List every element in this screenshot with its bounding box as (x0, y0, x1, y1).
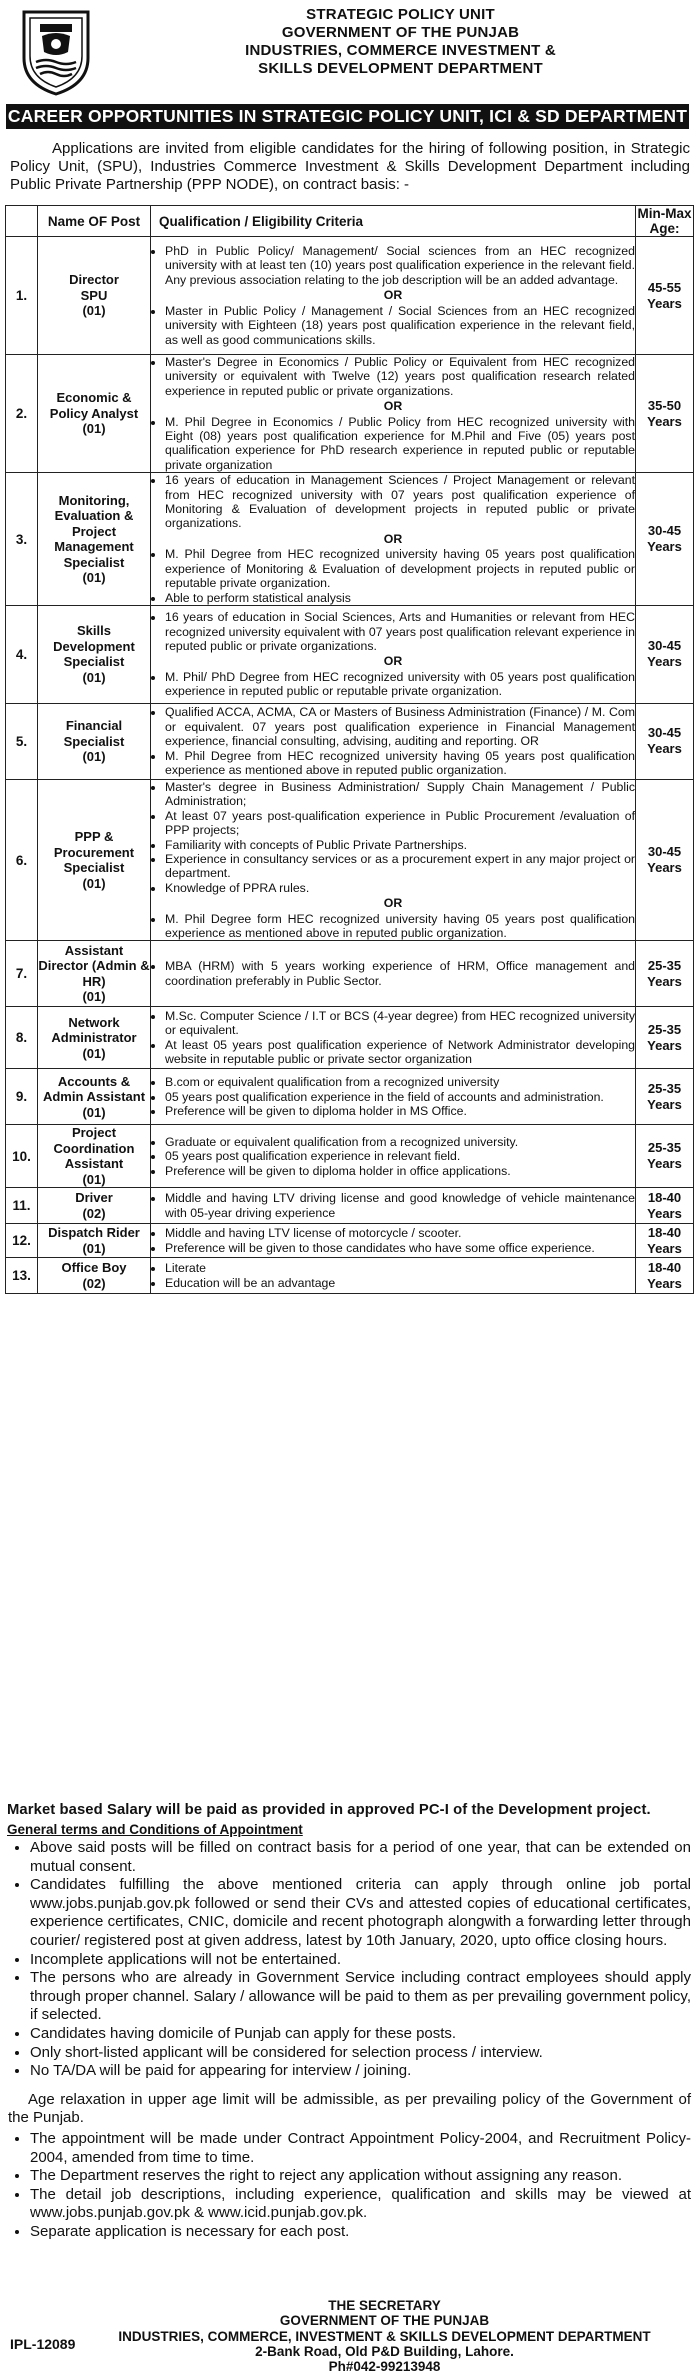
table-row (6, 1069, 694, 1125)
age-unit: Years (647, 1096, 682, 1112)
post-number: 5. (6, 703, 38, 779)
criteria-list (151, 1226, 635, 1255)
post-name: Accounts & (57, 1073, 131, 1089)
post-name-line2: SPU (80, 287, 108, 303)
criteria-item: • B.com or equivalent qualification from a recognized university (165, 1075, 635, 1089)
criteria-item: • 16 years of education in Social Sciences, Arts and Humanities or relevant from HEC recognized university equivalent with 07 years post qualification relevant experience in reputed public or private organizations. (165, 610, 635, 653)
post-name: Skills (77, 623, 111, 639)
age-range: 30-45 (647, 638, 682, 654)
table-row (6, 703, 694, 779)
term-item: • Above said posts will be filled on contract basis for a period of one year, that can be extended on mutual consent. (30, 1839, 691, 1876)
post-name-cell (38, 941, 151, 1007)
post-name-cell (38, 703, 151, 779)
post-name: Economic & (56, 390, 132, 406)
post-name-cell (38, 605, 151, 703)
post-name-cell (38, 1188, 151, 1224)
salary-note: Market based Salary will be paid as provided in approved PC-I of the Development project. (7, 1802, 651, 1818)
footer-line: GOVERNMENT OF THE PUNJAB (279, 2313, 490, 2329)
post-count: (01) (82, 669, 106, 685)
post-name-line2: Policy Analyst (49, 405, 139, 421)
age-cell (636, 605, 694, 703)
criteria-list (151, 670, 635, 699)
intro-text: Applications are invited from eligible candidates for the hiring of following position, in Strategic Policy Unit, (SPU), Industries Commerce Investment & Skills Development Department including Public Private Partnership (PPP NODE), on contract basis: - (10, 140, 690, 193)
post-name-cell (38, 1258, 151, 1294)
or-separator: OR (383, 896, 403, 911)
criteria-list (151, 473, 635, 531)
post-name-line2: Development Specialist (53, 638, 135, 670)
age-cell (636, 1258, 694, 1294)
table-row (6, 473, 694, 606)
intro-paragraph (10, 140, 690, 194)
criteria-list (151, 959, 635, 988)
criteria-item: • Preference will be given to diploma holder in office applications. (165, 1164, 635, 1178)
criteria-item: • Master in Public Policy / Management / Social Sciences from an HEC recognized university with Eighteen (18) years post qualification experience in the relevant field, as well as good communications skills. (165, 304, 635, 347)
age-cell (636, 941, 694, 1007)
criteria-item: • M. Phil Degree form HEC recognized university having 05 years post qualification experience as mentioned above in reputed public organization. (165, 912, 635, 941)
table-header-row (6, 206, 694, 237)
post-name: PPP & (74, 829, 114, 845)
post-name-line2: Administrator (51, 1030, 137, 1046)
criteria-list (151, 780, 635, 895)
criteria-item: • PhD in Public Policy/ Management/ Social sciences from an HEC recognized university with at least ten (10) years post qualification experience in the relevant field. Any previous association relating to the job description will be an added advantage. (165, 244, 635, 287)
or-separator: OR (383, 288, 403, 303)
criteria-cell (151, 237, 636, 355)
table-row (6, 1258, 694, 1294)
post-name-cell (38, 355, 151, 473)
footer-line: 2-Bank Road, Old P&D Building, Lahore. (255, 2343, 514, 2359)
post-name: Director (69, 272, 119, 288)
criteria-item: • Education will be an advantage (165, 1276, 635, 1290)
term-item: • The detail job descriptions, including experience, qualification and skills may be viewed at www.jobs.punjab.gov.pk & www.icid.punjab.gov.pk. (30, 2186, 691, 2223)
criteria-list (151, 1009, 635, 1067)
post-name: Office Boy (61, 1260, 127, 1276)
age-unit: Years (647, 1240, 682, 1256)
criteria-list (151, 1075, 635, 1118)
age-unit: Years (647, 860, 682, 876)
post-number: 11. (6, 1188, 38, 1224)
post-count: (01) (82, 989, 106, 1005)
criteria-item: • Preference will be given to those candidates who have some office experience. (165, 1241, 635, 1255)
age-range: 18-40 (647, 1259, 682, 1275)
criteria-list (151, 415, 635, 473)
post-name-cell (38, 779, 151, 940)
age-cell (636, 355, 694, 473)
or-separator: OR (383, 399, 403, 414)
age-range: 25-35 (647, 957, 682, 973)
criteria-cell (151, 779, 636, 940)
age-unit: Years (647, 1037, 682, 1053)
age-cell (636, 1069, 694, 1125)
criteria-cell (151, 355, 636, 473)
post-name-line2: Specialist (63, 733, 125, 749)
terms-title: General terms and Conditions of Appointment (7, 1822, 303, 1837)
criteria-item: • Knowledge of PPRA rules. (165, 881, 635, 895)
post-name-line2: Procurement Specialist (53, 844, 135, 876)
term-item: • Separate application is necessary for each post. (30, 2223, 691, 2242)
criteria-list (151, 1261, 635, 1290)
age-cell (636, 1188, 694, 1224)
age-cell (636, 703, 694, 779)
post-count: (01) (82, 1171, 106, 1187)
post-name-cell (38, 1069, 151, 1125)
criteria-item: • 16 years of education in Management Sciences / Project Management or relevant from HEC recognized university with 07 years post qualification experience of Monitoring & Evaluation of development projects in reputed public or private organizations. (165, 473, 635, 531)
post-number: 2. (6, 355, 38, 473)
post-name-cell (38, 1224, 151, 1258)
post-name-cell (38, 473, 151, 606)
criteria-item: • 05 years post qualification experience in relevant field. (165, 1149, 635, 1163)
criteria-cell (151, 605, 636, 703)
post-name-line2: Admin Assistant (42, 1089, 146, 1105)
table-row (6, 941, 694, 1007)
criteria-item: • M. Phil Degree from HEC recognized university having 05 years post qualification experience as mentioned above in reputed public organization. (165, 749, 635, 778)
posts-table (5, 205, 694, 1294)
criteria-item: • Graduate or equivalent qualification from a recognized university. (165, 1135, 635, 1149)
age-range: 35-50 (647, 397, 682, 413)
criteria-item: • Literate (165, 1261, 635, 1275)
criteria-list (151, 912, 635, 941)
age-unit: Years (647, 973, 682, 989)
criteria-cell (151, 1258, 636, 1294)
post-number: 10. (6, 1125, 38, 1188)
criteria-cell (151, 1125, 636, 1188)
criteria-item: • Master's degree in Business Administration/ Supply Chain Management / Public Administration; (165, 780, 635, 809)
table-row (6, 605, 694, 703)
terms-list (8, 2130, 691, 2242)
age-unit: Years (647, 413, 682, 429)
criteria-cell (151, 703, 636, 779)
criteria-item: • 05 years post qualification experience in the field of accounts and administration. (165, 1090, 635, 1104)
banner-title: CAREER OPPORTUNITIES IN STRATEGIC POLICY UNIT, ICI & SD DEPARTMENT (6, 104, 689, 129)
criteria-list (151, 355, 635, 398)
post-name: Driver (75, 1190, 113, 1206)
age-range: 30-45 (647, 523, 682, 539)
age-unit: Years (647, 1275, 682, 1291)
col-name-header: Name OF Post (38, 206, 151, 237)
col-sno-header (6, 206, 38, 237)
footer-line: THE SECRETARY (328, 2298, 441, 2313)
criteria-list (151, 547, 635, 590)
age-cell (636, 473, 694, 606)
post-name: Monitoring, Evaluation & (54, 492, 134, 524)
age-range: 25-35 (647, 1021, 682, 1037)
criteria-cell (151, 473, 636, 606)
post-name-line2: Project Management Specialist (54, 523, 134, 570)
criteria-list (151, 244, 635, 287)
criteria-list (151, 1191, 635, 1220)
post-name: Financial (65, 718, 123, 734)
criteria-item: • Middle and having LTV driving license and good knowledge of vehicle maintenance with 05-year driving experience (165, 1191, 635, 1220)
or-separator: OR (383, 654, 403, 669)
age-cell (636, 1224, 694, 1258)
criteria-item: • M.Sc. Computer Science / I.T or BCS (4-year degree) from HEC recognized university or equivalent. (165, 1009, 635, 1038)
age-relaxation-note: Age relaxation in upper age limit will be admissible, as per prevailing policy of the Government of the Punjab. (8, 2090, 691, 2127)
footer-block (110, 2298, 659, 2374)
ipl-number: IPL-12089 (10, 2336, 76, 2352)
criteria-cell (151, 1188, 636, 1224)
criteria-item: • Qualified ACCA, ACMA, CA or Masters of Business Administration (Finance) / M. Com or equivalent. 07 years post qualification experience in Financial Management experience, financial consulting, advising, auditing and reporting. OR (165, 705, 635, 748)
criteria-item: • M. Phil Degree from HEC recognized university having 05 years post qualification experience of Monitoring & Evaluation of development projects in reputed public or reputable private organization. (165, 547, 635, 590)
term-item: • The persons who are already in Government Service including contract employees should apply through proper channel. Salary / allowance will be paid to them as per prevailing government policy, if selected. (30, 1969, 691, 2025)
col-age-header: Min-Max Age: (637, 206, 692, 236)
criteria-item: • Preference will be given to diploma holder in MS Office. (165, 1104, 635, 1118)
criteria-list (151, 591, 635, 605)
criteria-cell (151, 941, 636, 1007)
post-count: (02) (82, 1205, 106, 1221)
term-item: • Only short-listed applicant will be considered for selection process / interview. (30, 2044, 691, 2063)
post-number: 6. (6, 779, 38, 940)
age-cell (636, 237, 694, 355)
post-count: (01) (82, 421, 106, 437)
age-cell (636, 779, 694, 940)
criteria-item: • Familiarity with concepts of Public Private Partnerships. (165, 838, 635, 852)
criteria-list (151, 610, 635, 653)
header-line: INDUSTRIES, COMMERCE INVESTMENT & (245, 42, 556, 59)
age-cell (636, 1125, 694, 1188)
table-row (6, 1188, 694, 1224)
age-cell (636, 1007, 694, 1069)
criteria-item: • At least 07 years post-qualification experience in Public Procurement /evaluation of PPP projects; (165, 809, 635, 838)
post-count: (01) (82, 570, 106, 586)
post-count: (01) (82, 1104, 106, 1120)
age-range: 30-45 (647, 725, 682, 741)
post-number: 13. (6, 1258, 38, 1294)
term-item: • The Department reserves the right to reject any application without assigning any reason. (30, 2167, 691, 2186)
post-name-line2: Coordination Assistant (53, 1140, 135, 1172)
post-count: (01) (82, 875, 106, 891)
age-unit: Years (647, 539, 682, 555)
table-row (6, 1125, 694, 1188)
criteria-cell (151, 1007, 636, 1069)
term-item: • Incomplete applications will not be entertained. (30, 1951, 691, 1970)
header-line: STRATEGIC POLICY UNIT (306, 6, 495, 23)
header-block (110, 6, 691, 78)
post-name-cell (38, 1007, 151, 1069)
age-unit: Years (647, 741, 682, 757)
age-unit: Years (647, 1205, 682, 1221)
criteria-item: • M. Phil/ PhD Degree from HEC recognized university with 05 years post qualification experience in reputed public or reputable private organization. (165, 670, 635, 699)
post-name: Assistant (64, 942, 124, 958)
post-number: 8. (6, 1007, 38, 1069)
post-name-cell (38, 237, 151, 355)
criteria-item: • Master's Degree in Economics / Public Policy or Equivalent from HEC recognized university or equivalent with Twelve (12) years post qualification research related experience in reputed public or private organizations. (165, 355, 635, 398)
post-number: 7. (6, 941, 38, 1007)
table-row (6, 1224, 694, 1258)
age-range: 18-40 (647, 1224, 682, 1240)
post-count: (01) (82, 1240, 106, 1256)
post-number: 3. (6, 473, 38, 606)
term-item: • Candidates having domicile of Punjab can apply for these posts. (30, 2025, 691, 2044)
age-unit: Years (647, 1156, 682, 1172)
footer-line: INDUSTRIES, COMMERCE, INVESTMENT & SKILLS DEVELOPMENT DEPARTMENT (118, 2328, 651, 2344)
table-row (6, 355, 694, 473)
table-row (6, 237, 694, 355)
post-number: 12. (6, 1224, 38, 1258)
age-range: 45-55 (647, 279, 682, 295)
criteria-item: • At least 05 years post qualification experience of Network Administrator developing website in reputable public or private sector organization (165, 1038, 635, 1067)
age-range: 25-35 (647, 1140, 682, 1156)
post-name: Dispatch Rider (48, 1225, 140, 1241)
post-name: Project (71, 1125, 117, 1141)
age-range: 30-45 (647, 844, 682, 860)
age-range: 18-40 (647, 1189, 682, 1205)
age-unit: Years (647, 295, 682, 311)
post-name-line2: Director (Admin & HR) (38, 958, 150, 989)
term-item: • Candidates fulfilling the above mentioned criteria can apply through online job portal www.jobs.punjab.gov.pk followed or send their CVs and attested copies of educational certificates, experience certificates, CNIC, domicile and recent photograph alongwith a forwarding letter through courier/ registered post at given address, latest by 10th January, 2020, upto office closing hours. (30, 1876, 691, 1950)
footer-line: Ph#042-99213948 (328, 2359, 441, 2374)
post-number: 1. (6, 237, 38, 355)
criteria-cell (151, 1069, 636, 1125)
header-line: SKILLS DEVELOPMENT DEPARTMENT (258, 60, 543, 77)
col-criteria-header: Qualification / Eligibility Criteria (151, 206, 636, 237)
criteria-item: • Experience in consultancy services or as a procurement expert in any major project or department. (165, 852, 635, 881)
criteria-list (151, 304, 635, 347)
post-count: (01) (82, 303, 106, 319)
post-number: 4. (6, 605, 38, 703)
terms-section (8, 1839, 691, 2241)
header-line: GOVERNMENT OF THE PUNJAB (281, 24, 520, 41)
term-item: • No TA/DA will be paid for appearing for interview / joining. (30, 2062, 691, 2081)
post-name: Network (68, 1014, 120, 1030)
or-separator: OR (383, 531, 403, 546)
post-count: (01) (82, 749, 106, 765)
post-number: 9. (6, 1069, 38, 1125)
criteria-item: • Middle and having LTV license of motorcycle / scooter. (165, 1226, 635, 1240)
criteria-list (151, 1135, 635, 1178)
post-name-cell (38, 1125, 151, 1188)
table-row (6, 1007, 694, 1069)
post-count: (01) (82, 1045, 106, 1061)
term-item: • The appointment will be made under Contract Appointment Policy-2004, and Recruitment Policy-2004, amended from time to time. (30, 2130, 691, 2167)
table-row (6, 779, 694, 940)
criteria-item: • M. Phil Degree in Economics / Public Policy from HEC recognized university with Eight (08) years post qualification experience for M.Phil and Five (05) years post qualification experience for PhD research experience in reputed public or reputable private organization (165, 415, 635, 473)
age-unit: Years (647, 654, 682, 670)
age-range: 25-35 (647, 1080, 682, 1096)
post-count: (02) (82, 1275, 106, 1291)
punjab-government-logo (18, 6, 94, 96)
criteria-item: • Able to perform statistical analysis (165, 591, 635, 605)
terms-list (8, 1839, 691, 2081)
criteria-cell (151, 1224, 636, 1258)
criteria-item: • MBA (HRM) with 5 years working experience of HRM, Office management and coordination preferably in Public Sector. (165, 959, 635, 988)
criteria-list (151, 705, 635, 777)
